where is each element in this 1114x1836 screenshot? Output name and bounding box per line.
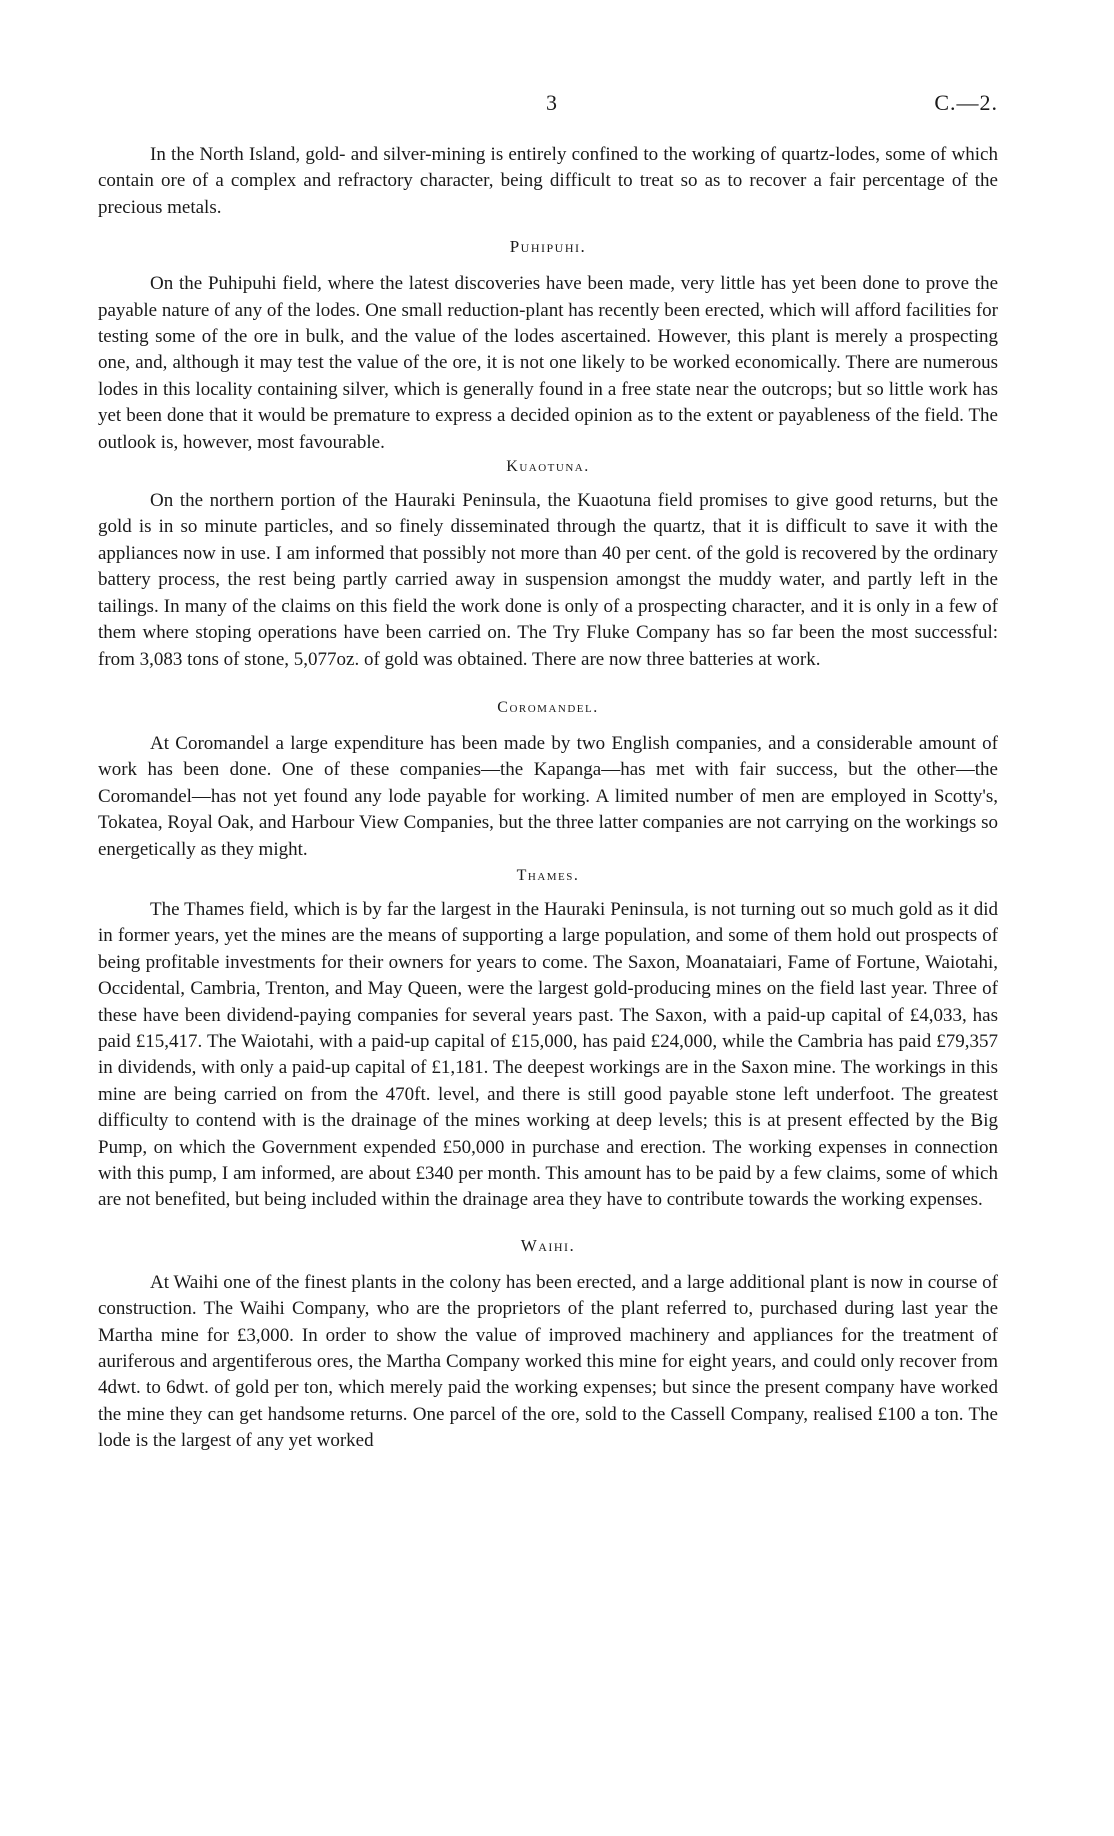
section-paragraph-waihi: At Waihi one of the finest plants in the colony has been erected, and a large additional plant is now in course of construction. The Waihi Company, who are the proprietors of the plant referred to, purchased during last year the Martha mine for £3,000. In order to show the value of improved machinery and appliances for the treatment of auriferous and argentiferous ores, the Martha Company worked this mine for eight years, and could only recover from 4dwt. to 6dwt. of gold per ton, which merely paid the working expenses; but since the present company have worked the mine they can get handsome returns. One parcel of the ore, sold to the Cassell Company, realised £100 a ton. The lode is the largest of any yet worked	[98, 1271, 998, 1452]
section-paragraph-kuaotuna: On the northern portion of the Hauraki Peninsula, the Kuaotuna field promises to give good returns, but the gold is in so minute particles, and so finely disseminated through the quartz, that it is difficult to save it with the appliances now in use. I am informed that possibly not more than 40 per cent. of the gold is recovered by the ordinary battery process, the rest being partly carried away in suspension amongst the muddy water, and partly left in the tailings. In many of the claims on this field the work done is only of a prospecting character, and it is only in a few of them where stoping operations have been carried on. The Try Fluke Company has so far been the most successful: from 3,083 tons of stone, 5,077oz. of gold was obtained. There are now three batteries at work.	[98, 490, 998, 670]
section-heading-waihi: Waihi.	[520, 1235, 576, 1255]
document-reference: C.—2.	[934, 90, 998, 115]
section-heading-thames: Thames.	[516, 866, 580, 884]
intro-paragraph: In the North Island, gold- and silver-mining is entirely confined to the working of quartz-lodes, some of which contain ore of a complex and refractory character, being difficult to treat so as to recover a fair percentage of the precious metals.	[98, 144, 998, 218]
page-number: 3	[546, 90, 557, 115]
section-heading-puhipuhi: Puhipuhi.	[509, 237, 587, 257]
section-paragraph-coromandel: At Coromandel a large expenditure has been made by two English companies, and a considerable amount of work has been done. One of these companies—the Kapanga—has met with fair success, but the other—the Coromandel—has not yet found any lode payable for working. A limited number of men are employed in Scotty's, Tokatea, Royal Oak, and Harbour View Companies, but the three latter companies are not carrying on the workings so energetically as they might.	[98, 732, 998, 860]
section-heading-coromandel: Coromandel.	[497, 698, 599, 716]
page-header	[0, 90, 1114, 120]
document-body	[98, 142, 998, 1455]
section-paragraph-puhipuhi: On the Puhipuhi field, where the latest discoveries have been made, very little has yet been done to prove the payable nature of any of the lodes. One small reduction-plant has recently been erected, which will afford facilities for testing some of the ore in bulk, and the value of the lodes ascertained. However, this plant is merely a prospecting one, and, although it may test the value of the ore, it is not one likely to be worked economically. There are numerous lodes in this locality containing silver, which is generally found in a free state near the outcrops; but so little work has yet been done that it would be premature to express a decided opinion as to the extent or payableness of the field. The outlook is, however, most favourable.	[98, 273, 998, 453]
section-paragraph-thames: The Thames field, which is by far the largest in the Hauraki Peninsula, is not turning out so much gold as it did in former years, yet the mines are the means of supporting a large population, and some of them hold out prospects of being profitable investments for their owners for years to come. The Saxon, Moanataiari, Fame of Fortune, Waiotahi, Occidental, Cambria, Trenton, and May Queen, were the largest gold-producing mines on the field last year. Three of these have been dividend-paying companies for several years past. The Saxon, with a paid-up capital of £4,033, has paid £15,417. The Waiotahi, with a paid-up capital of £15,000, has paid £24,000, while the Cambria has paid £79,357 in dividends, with only a paid-up capital of £1,181. The deepest workings are in the Saxon mine. The workings in this mine are being carried on from the 470ft. level, and there is still good payable stone left underfoot. The greatest difficulty to contend with is the drainage of the mines working at deep levels; this is at present effected by the Big Pump, on which the Government expended £50,000 in purchase and erection. The working expenses in connection with this pump, I am informed, are about £340 per month. This amount has to be paid by a few claims, some of which are not benefited, but being included within the drainage area they have to contribute towards the working expenses.	[98, 898, 998, 1211]
section-heading-kuaotuna: Kuaotuna.	[506, 458, 590, 476]
